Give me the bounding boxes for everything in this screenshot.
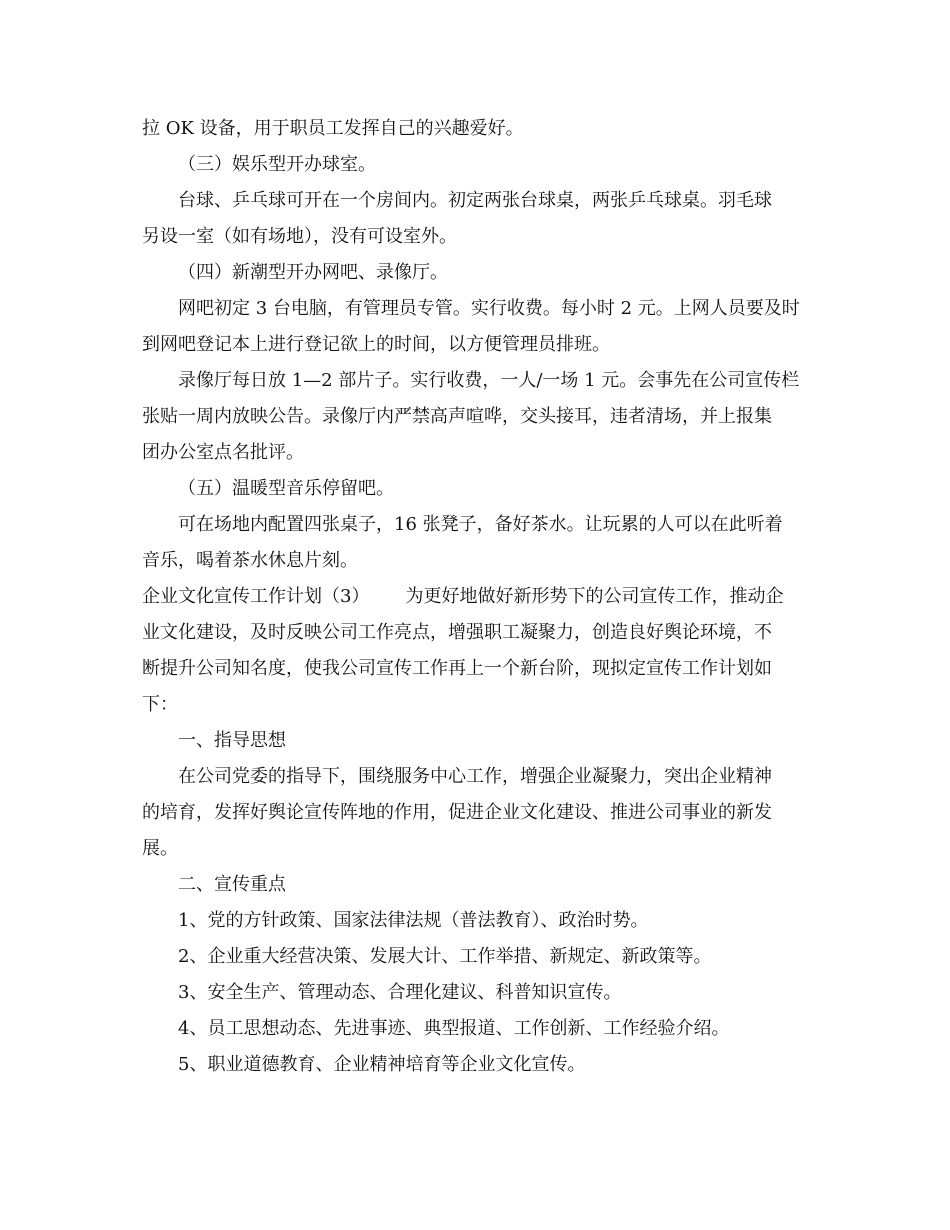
text-line: 3、安全生产、管理动态、合理化建议、科普知识宣传。 <box>178 982 622 1003</box>
text-line: 二、宣传重点 <box>178 874 286 895</box>
text-line: 一、指导思想 <box>178 730 286 751</box>
paragraph-block-recreation-plan <box>142 111 814 579</box>
text-line: 团办公室点名批评。 <box>142 442 304 463</box>
section-heading-line <box>142 579 814 615</box>
text-line: 另设一室（如有场地），没有可设室外。 <box>142 226 457 247</box>
paragraph-block-publicity-plan <box>142 615 814 1083</box>
text-line: 的培育，发挥好舆论宣传阵地的作用，促进企业文化建设、推进公司事业的新发 <box>142 802 772 823</box>
text-line: 拉 OK 设备，用于职员工发挥自己的兴趣爱好。 <box>142 118 524 139</box>
text-line: 在公司党委的指导下，围绕服务中心工作，增强企业凝聚力，突出企业精神 <box>178 766 772 787</box>
text-line: 台球、乒乓球可开在一个房间内。初定两张台球桌，两张乒乓球桌。羽毛球 <box>178 190 772 211</box>
text-line: （五）温暖型音乐停留吧。 <box>178 478 394 499</box>
text-line: 录像厅每日放 1—2 部片子。实行收费，一人/一场 1 元。会事先在公司宣传栏 <box>178 370 800 391</box>
section-heading: 企业文化宣传工作计划（3） <box>142 586 370 607</box>
section-intro: 为更好地做好新形势下的公司宣传工作，推动企 <box>405 586 784 607</box>
text-line: 1、党的方针政策、国家法律法规（普法教育）、政治时势。 <box>178 910 649 931</box>
text-line: （四）新潮型开办网吧、录像厅。 <box>178 262 448 283</box>
text-line: 2、企业重大经营决策、发展大计、工作举措、新规定、新政策等。 <box>178 946 712 967</box>
text-line: 5、职业道德教育、企业精神培育等企业文化宣传。 <box>178 1054 586 1075</box>
document-body <box>142 111 814 1083</box>
text-line: 可在场地内配置四张桌子，16 张凳子，备好茶水。让玩累的人可以在此听着 <box>178 514 783 535</box>
text-line: 到网吧登记本上进行登记欲上的时间，以方便管理员排班。 <box>142 334 610 355</box>
text-line: 网吧初定 3 台电脑，有管理员专管。实行收费。每小时 2 元。上网人员要及时 <box>178 298 800 319</box>
text-line: 音乐，喝着茶水休息片刻。 <box>142 550 358 571</box>
text-line: 断提升公司知名度，使我公司宣传工作再上一个新台阶，现拟定宣传工作计划如 <box>142 658 772 679</box>
text-line: 下： <box>142 694 178 715</box>
text-line: 业文化建设，及时反映公司工作亮点，增强职工凝聚力，创造良好舆论环境，不 <box>142 622 772 643</box>
text-line: 展。 <box>142 838 178 859</box>
text-line: （三）娱乐型开办球室。 <box>178 154 376 175</box>
text-line: 张贴一周内放映公告。录像厅内严禁高声喧哗，交头接耳，违者清场，并上报集 <box>142 406 772 427</box>
text-line: 4、员工思想动态、先进事迹、典型报道、工作创新、工作经验介绍。 <box>178 1018 730 1039</box>
